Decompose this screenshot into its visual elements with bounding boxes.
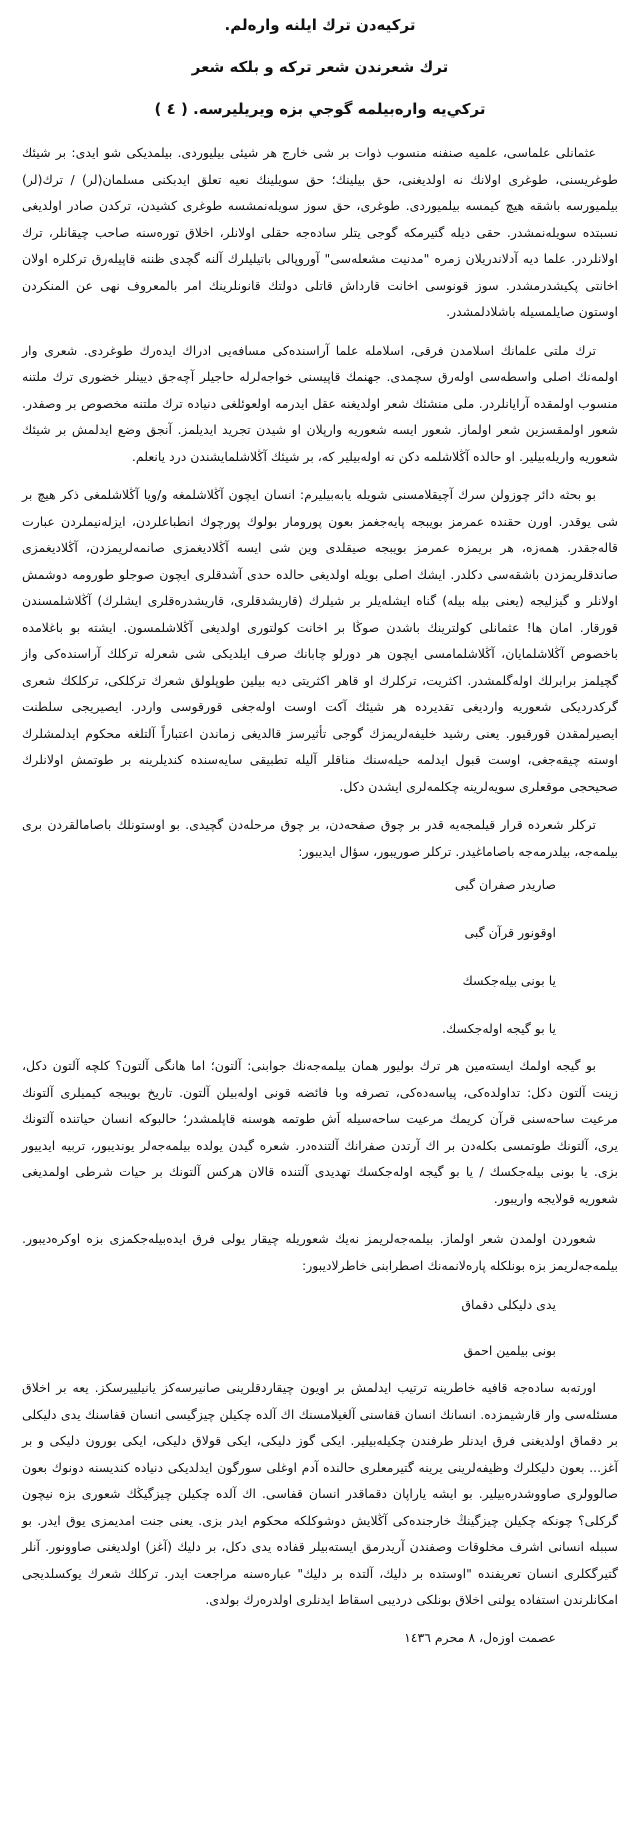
riddle-verse [22,875,618,1039]
series-title: تركي‌يه وارەبيلمه گوجي بزه ويريليرسه. ( ٤ ) [154,100,486,118]
riddle-line: يا بونى بيلەجكسك [462,973,556,988]
article-subtitle: ترك شعرندن شعر تركه و بلكه شعر [191,58,449,76]
paragraph-1: عثمانلى علماسى، علميه صنفنه منسوب ذوات بر شى خارج هر شيئى بيليوردى. بيلمديكى شو ايدى: بر شيئك طوغريسنى، طوغرى اولانك نه اولديغنى، حق بيلينك؛ حق سويلينك نعيه تعلق ايدبكنى مسلمان(لر) / ترك(لر) بيلميورسه باشقه هيچ كيمسه بيلميوردى. طوغرى، حق سوز سويلەنمشسه طوغرى كشيدن، تركدن صادر اولديغى نسبتده سويلەنمشدر. حقى ديله گتيرمكه گوجى يتلر ساده‌جه حقلى اولانلر، اخلاق تورەسنه صاحب چيقانلر، ترك اولانلردر. علما ديه آدلاندريلان زمره "مدنيت مشعلەسى" آوروپالى باتيليلرك آلنه گچدى ظننه قاپيلەرق تركلره اولان اخانتى پكيشدرمشدر. سوز قونوسى اخانت قارداش قاتلى دولتك قانونلرينك امر بالمعروف نهى عن المنكردن اوستون صايلمسيله باشلادلمشدر. [22,145,618,319]
signature-date: عصمت اوزەل، ٨ محرم ١٤٣٦ [404,1629,556,1645]
paragraph-2: ترك ملتى علمانك اسلامدن فرقى، اسلامله علما آراسنده‌كى مسافه‌يى ادراك ايدەرك طوغردى. شعرى وار اولمەنك اصلى واسطەسى اولەرق سچمدى. جهنمك قاپيسنى خواجەلرله حاجيلر آچەجق ديينلر خضورى ترك ملتنه منسوب اولمقده آرايانلردر. ملى منشئك شعر اولديغنه عقل ايدرمه اولعوئلغى دنياده ترك ملتنه مخصوص بر وصفدر. شعور اولمقسزين شعر اولماز. شعور ايسه شعوريه وارپلان او شيدن تجريد ايديلمز. آنجق وضع ايدلمش بر شيئك شعوريه واريله‌بيلير. او حالده آڭلاشلمه دكن نه اوله‌بيلير كه، بر شيئك آڭلاشلمايشندن درد يانعلم. [22,342,618,464]
riddle-line: يا بو گيجه اولەجكسك. [442,1021,556,1036]
paragraph-3: بو بحثه دائر چوزولن سرك آچيقلامسنى شويله يابه‌بيليرم: انسان ايچون آڭلاشلمغه و/ويا آڭلاشلمغى ذكر هيچ بر شى يوقدر. اورن حقنده عمرمز بويبجه پايەجغمز بعون پورومار بولوك پورچوك انطباعلردن، ايزلەنيملردن عبارت قالەجقدر. همەزه، هر بريمزه عمرمز بويبجه صيقلدى وين شى ايسه آڭلاديغمزى صانمەلريمزدن، آڭلاديغمزى صاندقلريمزدن باشقەسى دكلدر. ايشك اصلى بويله اولديغى حالده حدى آشدقلرى ايچون صوجلو طورومه دوشمش اولانلر و گيزليجه (يعنى بيله بيله) گناه ايشلەيلر بر شيلرك (قاريشدقلرى، قاريشدرەقلرى ايشلرك) آڭلاشلمسندن قورقار. امان ها! عثمانلى كولترينك باشدن صوڭا بر اخانت كولتورى اولديغى آڭلاشلمسون. ايشته بو باغلامده باخصوص آڭلاشلمايان، آڭلاشلمامسى ايچون هر دورلو چابانك صرف ايلديكى شى شعرله تركلك آراسنده‌كى واز گچيلمز برابرلك اولەگلمشدر. اكثريت، تركلرك او قاهر اكثريتى ديه بيلين طوپلولق شعرك تركلكى، تركلكك شعرى گركدرديكى شعوريه وارديغى تقديرده هر شيئك آكت اوست اوله‌جغى قورقوسى واردر. ايصيريجى سلطنت ايصيرلمقدن قورقيور. يعنى رشيد خليفەلريمزك گوجى تأثيرسز قالديغى زماندن اعتباراً آلتلغه محكوم ايدلمشلرك اوستە چيقەجغى، اوست قبول ايدلمه حيلەسنك مناقلر آليله تطبيقى سايەسنده كنديلرينه بر طوتمش اولانلرك صحيحجى موقعلرى سويەلرينه چكلمەلرى ايشدن دكل. [22,487,618,794]
skull-line: بونى بيلمين احمق [463,1343,556,1358]
skull-line: يدى دليكلى دقماق [461,1297,556,1312]
paragraph-5: بو گيجه اولمك ايستەمين هر ترك بوليور همان بيلمەجەنك جوابنى: آلتون؛ اما هانگى آلتون؟ كلچه آلتون دكل، زينت آلتون دكل: تداولدەكى، پياسەدەكى، تصرفه وبا فائضه قونى اولەبيلن آلتون. تاريخ بويبجه كيميلرى آلتونك مرعيت ساحەسنى قرآن كريمك مرعيت ساحەسيله اَش طوتمه هوسنه قاپلمشدر؛ حالبوكه انسان حياتنده آلتونك يرى، آلتونك طوتمسى بكلەدن بر اك آرتدن صفرانك آلتندەدر. شعره گيدن يولده بيلمەجەلر يونديبور، تربيه ايدييور بزى. يا بونى بيلەجكسك / يا بو گيجه اولەجكسك تهديدى آلتنده قالان هركس آلتونك بر حيات شرطى اولمديغى شعوريه قولايجه واريبور. [22,1058,618,1206]
paragraph-7: اورتەبه سادەجه قافيه خاطرينه ترتيب ايدلمش بر اويون چيقاردقلرينى صانيرسەكز يانيلييرسكز. يعه بر اخلاق مسئلەسى وار قارشيمزده. انسانك انسان قفاسنى آلغيلامسنك اك آلده چكيلن چيزگيسى انسان قفاسنك يدى دليكلى بر دقماق اولديغنى فرق ايدنلر طرفندن چكيلەبيلير. ايكى گوز دليكى، ايكى قولاق دليكى، ايكى بورون دليكى و بر آغز... بعون دليكلرك وظيفەلرينى يرينه گتيرمعلرى حالنده آدم اوغلى سورگون ايدلديكى دنياده كنديسنه دونوك بعون صالوولرى صاووشدرەبيلير. بو ايشه ياراپان دقماقدر انسان قفاسى. اك آلده چكيلن چيزگيڭك شعورى بزه نيچون گركلى؟ چونكه چكيلن چيزگينڭ خارجنده‌كى آڭلايش دوشوكلكه محكوم ايدر بزى. يعنى جنت امديمزى يوق ايدر. بو سببله انسانى اشرف مخلوقات وصفندن آريدرمق ايستەبيلر قفاده يدى دكل، بر دليك (آغز) اولديغنى صاوونور. آنلر گتيرگكلرى انسان تعريفنده "اوستده بر دليك، آلتده بر دليك" عبارەسنه مراجعت ايدر. تركلك شعرك يوكسلديجى امكانلرندن استفاده يولنى اخلاق بونلكى درديبى اسقاط ايدنلرى اولدرەرك بولدى. [22,1380,618,1607]
paragraph-6: شعوردن اولمدن شعر اولماز. بيلمەجەلريمز نەيك شعوريله چيقار يولى فرق ايدەبيلەجكمزى بزه اوكرەديبور. بيلمەجەلريمز بزه بونلكله پارەلانمەنك اصطرابنى خاطرلاديبور: [22,1231,618,1273]
skull-verse [22,1295,618,1361]
paragraph-4: تركلر شعردە قرار قيلمجه‌يه قدر بر چوق صفحه‌دن، بر چوق مرحلەدن گچيدى. بو اوستونلك باصامالقردن برى بيلمەجه، بيلدرمەجه باصاماغيدر. تركلر صوريبور، سؤال ايديبور: [22,817,618,859]
riddle-line: صاريدر صفران گبى [454,877,556,892]
article-title: تركيه‌دن ترك ايلنه وارەلم. [224,16,416,34]
riddle-line: اوقونور قرآن گبى [464,925,556,940]
